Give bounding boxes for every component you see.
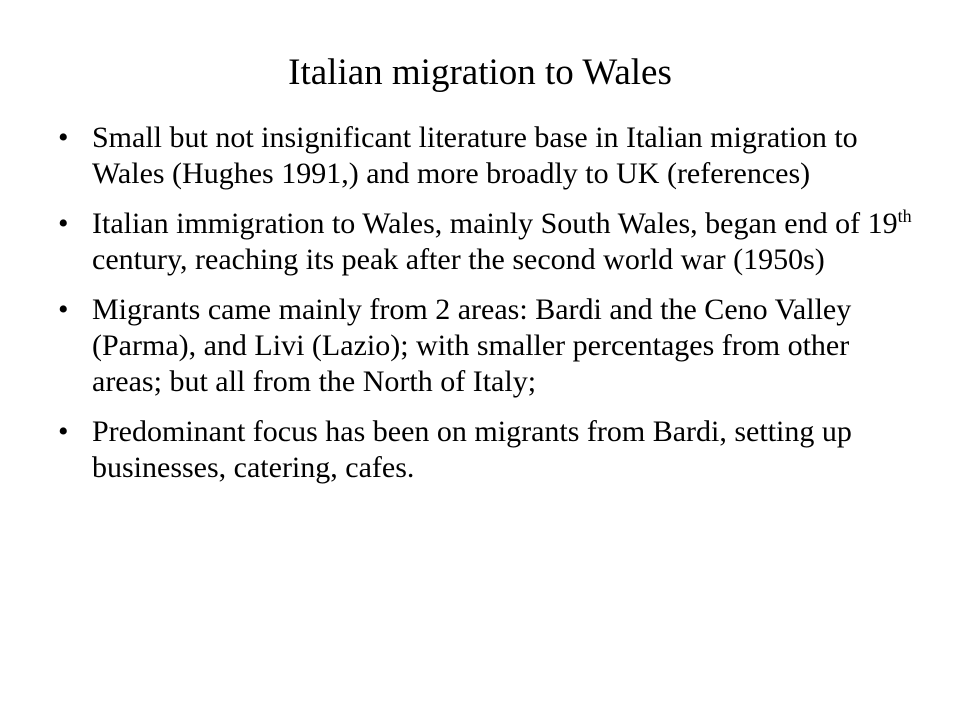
slide-title: Italian migration to Wales [288, 52, 672, 93]
bullet-text-before-superscript: Italian immigration to Wales, mainly South Wales, began end of 19 [92, 207, 898, 240]
bullet-text: Migrants came mainly from 2 areas: Bardi and the Ceno Valley (Parma), and Livi (Lazio); with smaller percentages from other areas; but all from the North of Italy; [92, 293, 852, 398]
bullet-dot-icon: • [58, 121, 69, 154]
bullet-list [58, 120, 918, 500]
bullet-dot-icon: • [58, 415, 69, 448]
bullet-item [58, 414, 918, 486]
bullet-text-after-superscript: century, reaching its peak after the second world war (1950s) [92, 243, 825, 276]
bullet-dot-icon: • [58, 207, 69, 240]
bullet-item [58, 206, 918, 278]
ordinal-superscript: th [897, 206, 912, 226]
bullet-text: Predominant focus has been on migrants from Bardi, setting up businesses, catering, cafes. [92, 415, 852, 484]
bullet-item [58, 292, 918, 400]
bullet-item [58, 120, 918, 192]
bullet-dot-icon: • [58, 293, 69, 326]
bullet-text: Small but not insignificant literature base in Italian migration to Wales (Hughes 1991,) and more broadly to UK (references) [92, 121, 858, 190]
